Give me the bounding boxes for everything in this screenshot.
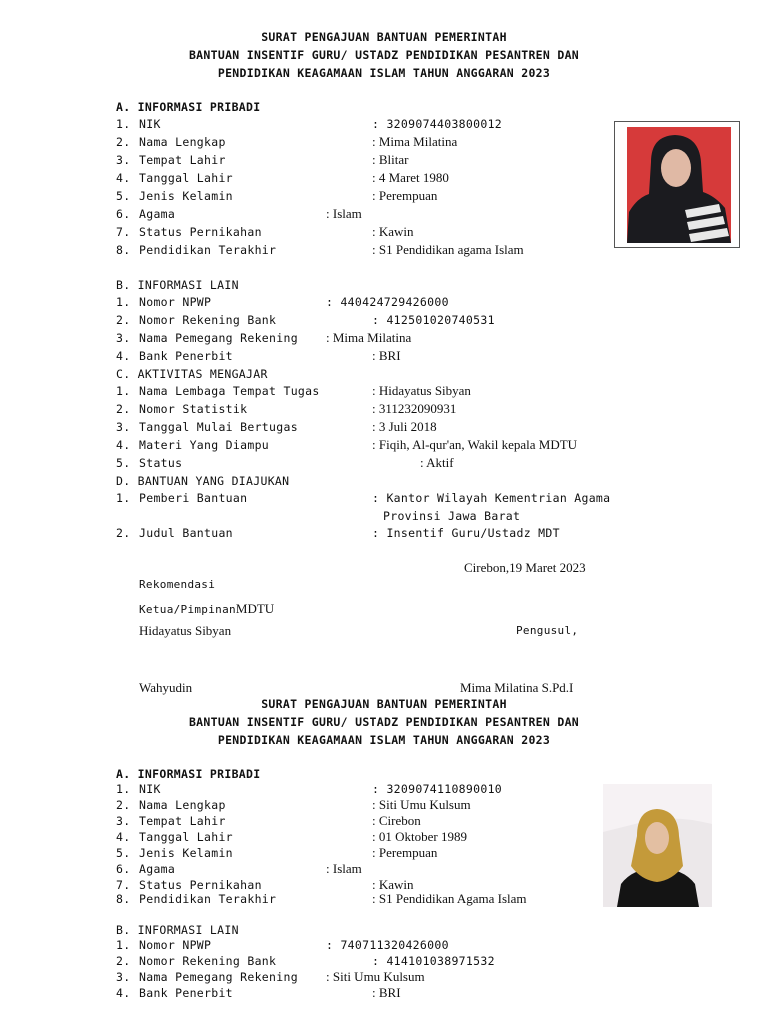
form1-title-line2: BANTUAN INSENTIF GURU/ USTADZ PENDIDIKAN PESANTREN DAN	[188, 48, 580, 62]
form2-personal-value-3: : Cirebon	[372, 813, 421, 828]
form1-other-value-4: : BRI	[372, 348, 401, 363]
form2-personal-num-2: 2.	[116, 798, 131, 812]
form1-aid-label-1: Pemberi Bantuan	[139, 491, 248, 505]
form2-title-line2: BANTUAN INSENTIF GURU/ USTADZ PENDIDIKAN PESANTREN DAN	[188, 715, 580, 729]
form1-teaching-value-4: : Fiqih, Al-qur'an, Wakil kepala MDTU	[372, 437, 578, 452]
form1-other-num-1: 1.	[116, 295, 131, 309]
form2-personal-label-8: Pendidikan Terakhir	[139, 892, 277, 906]
form1-teaching-label-1: Nama Lembaga Tempat Tugas	[139, 384, 320, 398]
form2-section-a-heading: A. INFORMASI PRIBADI	[116, 767, 261, 781]
form2-other-num-2: 2.	[116, 954, 131, 968]
form2-other-value-1: : 740711320426000	[326, 938, 449, 952]
form1-personal-num-5: 5.	[116, 189, 131, 203]
form2-title-line3: PENDIDIKAN KEAGAMAAN ISLAM TAHUN ANGGARAN 2023	[217, 733, 551, 747]
form1-other-label-2: Nomor Rekening Bank	[139, 313, 277, 327]
form2-personal-num-8: 8.	[116, 892, 131, 906]
form1-section-a-heading: A. INFORMASI PRIBADI	[116, 100, 261, 114]
form1-other-label-3: Nama Pemegang Rekening	[139, 331, 298, 345]
form1-ketua-line	[139, 600, 274, 618]
form1-portrait-image	[615, 122, 739, 247]
form1-personal-value-4: : 4 Maret 1980	[372, 170, 449, 185]
form1-other-num-4: 4.	[116, 349, 131, 363]
form2-other-num-4: 4.	[116, 986, 131, 1000]
form1-personal-num-8: 8.	[116, 243, 131, 257]
form1-personal-value-7: : Kawin	[372, 224, 414, 239]
form1-aid-value-1: : Kantor Wilayah Kementrian Agama	[372, 491, 611, 505]
form1-teaching-num-4: 4.	[116, 438, 131, 452]
form1-teaching-num-3: 3.	[116, 420, 131, 434]
form1-other-num-3: 3.	[116, 331, 131, 345]
form2-title-line1: SURAT PENGAJUAN BANTUAN PEMERINTAH	[261, 697, 507, 711]
form1-teaching-label-4: Materi Yang Diampu	[139, 438, 270, 452]
form2-other-value-3: : Siti Umu Kulsum	[326, 969, 425, 984]
form2-personal-num-7: 7.	[116, 878, 131, 892]
form1-aid-num-2: 2.	[116, 526, 131, 540]
form1-section-c-heading: C. AKTIVITAS MENGAJAR	[116, 367, 268, 381]
form2-personal-value-8: : S1 Pendidikan Agama Islam	[372, 891, 527, 906]
form2-other-value-4: : BRI	[372, 985, 401, 1000]
form1-personal-num-6: 6.	[116, 207, 131, 221]
form1-teaching-value-2: : 311232090931	[372, 401, 457, 416]
form1-personal-num-1: 1.	[116, 117, 131, 131]
form2-personal-value-6: : Islam	[326, 861, 362, 876]
form1-personal-num-4: 4.	[116, 171, 131, 185]
form2-portrait-image	[603, 784, 712, 907]
form1-signer-right: Mima Milatina S.Pd.I	[460, 680, 574, 695]
form2-other-num-3: 3.	[116, 970, 131, 984]
form1-teaching-num-2: 2.	[116, 402, 131, 416]
form1-personal-value-5: : Perempuan	[372, 188, 438, 203]
form1-personal-num-2: 2.	[116, 135, 131, 149]
form1-aid-label-2: Judul Bantuan	[139, 526, 233, 540]
form2-section-b-heading: B. INFORMASI LAIN	[116, 923, 239, 937]
form2-personal-label-7: Status Pernikahan	[139, 878, 262, 892]
form2-personal-num-5: 5.	[116, 846, 131, 860]
form2-other-label-4: Bank Penerbit	[139, 986, 233, 1000]
form2-other-label-2: Nomor Rekening Bank	[139, 954, 277, 968]
form1-section-d-heading: D. BANTUAN YANG DIAJUKAN	[116, 474, 290, 488]
form1-personal-value-2: : Mima Milatina	[372, 134, 458, 149]
form1-personal-label-6: Agama	[139, 207, 176, 221]
form2-personal-label-4: Tanggal Lahir	[139, 830, 233, 844]
form1-teaching-num-1: 1.	[116, 384, 131, 398]
form1-teaching-value-1: : Hidayatus Sibyan	[372, 383, 471, 398]
form2-other-label-3: Nama Pemegang Rekening	[139, 970, 298, 984]
form1-other-value-2: : 412501020740531	[372, 313, 495, 327]
form1-rekomendasi: Rekomendasi	[139, 578, 216, 591]
form1-other-label-1: Nomor NPWP	[139, 295, 212, 309]
form1-place-date: Cirebon,19 Maret 2023	[464, 560, 586, 575]
form2-photo	[603, 784, 712, 907]
form1-other-num-2: 2.	[116, 313, 131, 327]
form1-personal-label-3: Tempat Lahir	[139, 153, 226, 167]
form1-title-line1: SURAT PENGAJUAN BANTUAN PEMERINTAH	[261, 30, 507, 44]
form1-other-value-3: : Mima Milatina	[326, 330, 412, 345]
form1-teaching-label-2: Nomor Statistik	[139, 402, 248, 416]
form2-personal-value-5: : Perempuan	[372, 845, 438, 860]
form1-other-value-1: : 440424729426000	[326, 295, 449, 309]
form2-personal-value-7: : Kawin	[372, 877, 414, 892]
form1-aid-value-2: : Insentif Guru/Ustadz MDT	[372, 526, 560, 540]
form1-ketua-org: MDTU	[235, 601, 275, 616]
form2-personal-label-6: Agama	[139, 862, 176, 876]
form1-teaching-label-3: Tanggal Mulai Bertugas	[139, 420, 298, 434]
form1-personal-label-2: Nama Lengkap	[139, 135, 226, 149]
form1-teaching-label-5: Status	[139, 456, 183, 470]
form1-personal-label-7: Status Pernikahan	[139, 225, 262, 239]
form1-personal-value-3: : Blitar	[372, 152, 409, 167]
form1-section-b-heading: B. INFORMASI LAIN	[116, 278, 239, 292]
form1-institution: Hidayatus Sibyan	[139, 623, 232, 638]
form1-personal-label-4: Tanggal Lahir	[139, 171, 233, 185]
form2-personal-label-5: Jenis Kelamin	[139, 846, 233, 860]
form1-teaching-num-5: 5.	[116, 456, 131, 470]
form2-personal-num-1: 1.	[116, 782, 131, 796]
form1-personal-value-8: : S1 Pendidikan agama Islam	[372, 242, 524, 257]
form1-personal-label-5: Jenis Kelamin	[139, 189, 233, 203]
form2-other-label-1: Nomor NPWP	[139, 938, 212, 952]
form2-personal-value-1: : 3209074110890010	[372, 782, 503, 796]
form1-aid-value-1b: Provinsi Jawa Barat	[383, 509, 521, 523]
form2-personal-value-2: : Siti Umu Kulsum	[372, 797, 471, 812]
form2-other-value-2: : 414101038971532	[372, 954, 495, 968]
form1-other-label-4: Bank Penerbit	[139, 349, 233, 363]
form2-personal-num-6: 6.	[116, 862, 131, 876]
form1-ketua-label: Ketua/Pimpinan	[139, 603, 236, 616]
form2-personal-label-2: Nama Lengkap	[139, 798, 226, 812]
form1-photo	[614, 121, 740, 248]
form1-teaching-value-5: : Aktif	[420, 455, 454, 470]
form1-personal-value-1: : 3209074403800012	[372, 117, 503, 131]
form1-personal-label-8: Pendidikan Terakhir	[139, 243, 277, 257]
form2-personal-label-1: NIK	[139, 782, 161, 796]
form1-title-line3: PENDIDIKAN KEAGAMAAN ISLAM TAHUN ANGGARAN 2023	[217, 66, 551, 80]
form2-other-num-1: 1.	[116, 938, 131, 952]
form2-personal-num-4: 4.	[116, 830, 131, 844]
form1-personal-num-3: 3.	[116, 153, 131, 167]
form2-personal-num-3: 3.	[116, 814, 131, 828]
form1-signer-left: Wahyudin	[139, 680, 193, 695]
form2-personal-value-4: : 01 Oktober 1989	[372, 829, 467, 844]
form2-personal-label-3: Tempat Lahir	[139, 814, 226, 828]
form1-teaching-value-3: : 3 Juli 2018	[372, 419, 437, 434]
form1-personal-value-6: : Islam	[326, 206, 362, 221]
form1-aid-num-1: 1.	[116, 491, 131, 505]
form1-personal-label-1: NIK	[139, 117, 161, 131]
form1-personal-num-7: 7.	[116, 225, 131, 239]
form1-pengusul: Pengusul,	[516, 624, 579, 637]
